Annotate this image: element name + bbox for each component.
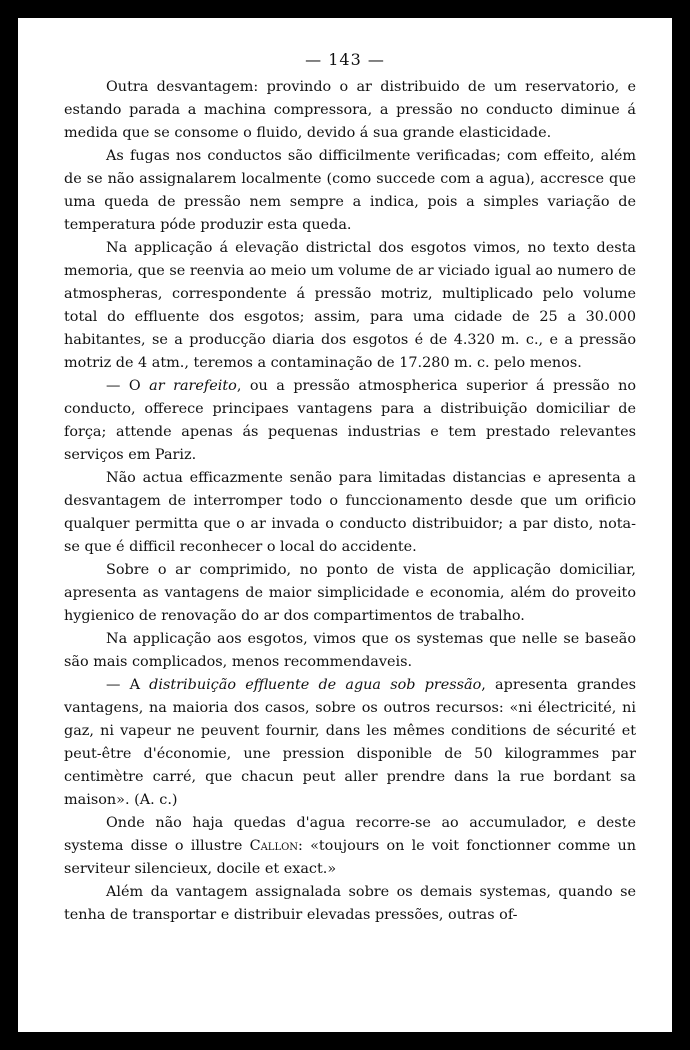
paragraph-6 [64,559,636,628]
paragraph-text: , ou a pressão atmospherica superior á pressão no conducto, offerece principaes vantagens para a distribuição domiciliar de força; attende apenas ás pequenas industrias e tem prestado relevantes serviços em Pariz. [64,378,637,463]
document-page [18,18,672,1032]
paragraph-text: Na applicação aos esgotos, vimos que os systemas que nelle se baseão são mais complicados, menos recommendaveis. [64,631,636,670]
paragraph-text: : «toujours on le voit fonctionner comme un serviteur silencieux, docile et exact.» [64,838,636,877]
paragraph-9 [64,812,636,881]
paragraph-2 [64,145,636,237]
paragraph-text: Não actua efficazmente senão para limitadas distancias e apresenta a desvantagem de interromper todo o funccionamento desde que um orificio qualquer permitta que o ar invada o conducto distribuidor; a par disto, nota-se que é difficil reconhecer o local do accidente. [64,470,636,555]
page-number: — 143 — [305,50,385,69]
paragraph-text: Na applicação á elevação districtal dos esgotos vimos, no texto desta memoria, que se reenvia ao meio um volume de ar viciado igual ao numero de atmospheras, correspondente á pressão motriz, multiplicado pelo volume total do effluente dos esgotos; assim, para uma cidade de 25 a 30.000 habitantes, se a producção diaria dos esgotos é de 4.320 m. c., e a pressão motriz de 4 atm., teremos a contaminação de 17.280 m. c. pelo menos. [64,240,636,371]
paragraph-8 [64,674,636,812]
paragraph-prefix: Onde não haja quedas d'agua recorre-se ao accumulador, e deste systema disse o illustre [64,815,636,854]
paragraph-5 [64,467,636,559]
paragraph-italic-term: distribuição effluente de agua sob pressão [149,677,482,693]
paragraph-3 [64,237,636,375]
paragraph-text: Outra desvantagem: provindo o ar distribuido de um reservatorio, e estando parada a machina compressora, a pressão no conducto diminue á medida que se consome o fluido, devido á sua grande elasticidade. [64,79,636,141]
paragraph-text: Além da vantagem assignalada sobre os demais systemas, quando se tenha de transportar e distribuir elevadas pressões, outras of- [64,884,636,923]
paragraph-prefix: — A [106,677,150,693]
paragraph-text: Sobre o ar comprimido, no ponto de vista de applicação domiciliar, apresenta as vantagens de maior simplicidade e economia, além do proveito hygienico de renovação do ar dos compartimentos de trabalho. [64,562,636,624]
text-body [64,76,636,927]
paragraph-4 [64,375,636,467]
paragraph-text: As fugas nos conductos são difficilmente verificadas; com effeito, além de se não assignalarem localmente (como succede com a agua), accresce que uma queda de pressão nem sempre a indica, pois a simples variação de temperatura póde produzir esta queda. [64,148,636,233]
paragraph-7 [64,628,636,674]
paragraph-prefix: — O [106,378,150,394]
author-name: Callon [249,838,299,854]
paragraph-10 [64,881,636,927]
paragraph-italic-term: ar rarefeito [149,378,237,394]
paragraph-text: , apresenta grandes vantagens, na maioria dos casos, sobre os outros recursos: «ni électricité, ni gaz, ni vapeur ne peuvent fournir, dans les mêmes conditions de sécurité et peut-être d'économie, une pression disponible de 50 kilogrammes par centimètre carré, que chacun peut aller prendre dans la rue bordant sa maison». (A. c.) [64,677,637,808]
paragraph-1 [64,76,636,145]
